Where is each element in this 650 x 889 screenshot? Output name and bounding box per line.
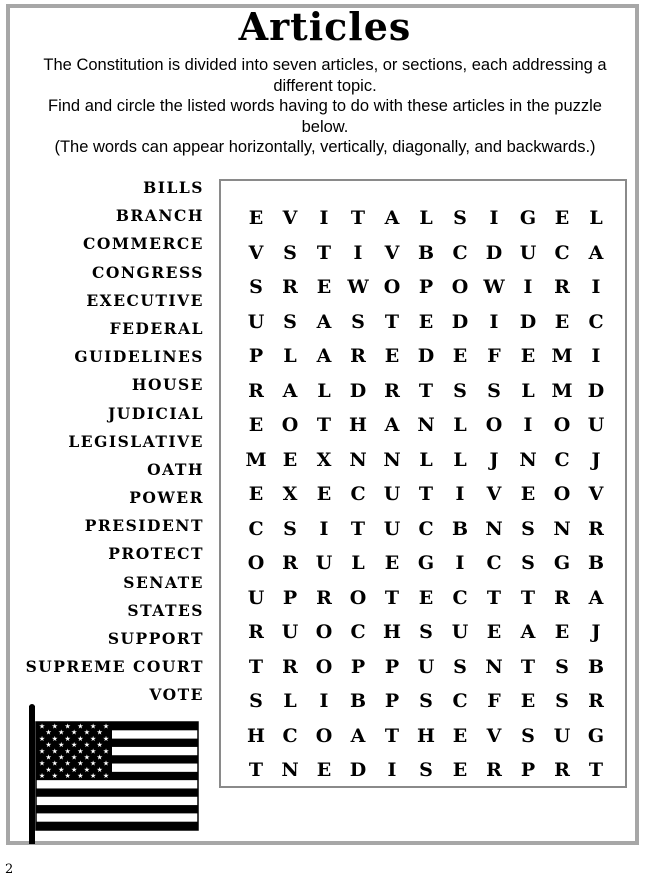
page-number: 2: [5, 862, 14, 877]
grid-letter[interactable]: W: [483, 276, 505, 298]
grid-letter[interactable]: T: [384, 724, 400, 747]
grid-letter[interactable]: E: [282, 448, 298, 471]
word-list: [20, 176, 204, 712]
grid-letter[interactable]: O: [281, 414, 299, 436]
grid-letter[interactable]: V: [588, 483, 604, 505]
grid-letter[interactable]: T: [384, 586, 400, 609]
grid-letter[interactable]: C: [452, 241, 468, 264]
svg-text:★: ★: [58, 765, 65, 774]
grid-letter[interactable]: S: [419, 621, 433, 643]
grid-letter[interactable]: X: [282, 483, 298, 505]
grid-letter[interactable]: E: [554, 621, 570, 643]
grid-letter[interactable]: I: [319, 690, 329, 712]
grid-letter[interactable]: C: [350, 483, 366, 505]
grid-letter[interactable]: O: [383, 276, 401, 298]
grid-letter[interactable]: O: [349, 586, 367, 609]
grid-letter[interactable]: R: [248, 379, 264, 402]
svg-text:★: ★: [38, 747, 46, 756]
svg-text:★: ★: [51, 734, 58, 743]
grid-letter[interactable]: N: [281, 759, 299, 781]
grid-letter[interactable]: I: [489, 310, 499, 333]
grid-letter[interactable]: P: [248, 345, 264, 367]
grid-letter[interactable]: D: [519, 310, 537, 333]
grid-letter[interactable]: N: [519, 448, 537, 471]
grid-letter[interactable]: B: [587, 552, 605, 574]
svg-text:★: ★: [90, 722, 97, 731]
grid-letter[interactable]: H: [383, 621, 401, 643]
grid-letter[interactable]: D: [587, 379, 605, 402]
grid-letter[interactable]: R: [282, 655, 298, 678]
grid-letter[interactable]: L: [317, 379, 331, 402]
grid-letter[interactable]: G: [553, 552, 571, 574]
american-flag-icon: [26, 704, 206, 844]
grid-letter[interactable]: C: [418, 517, 434, 540]
grid-letter[interactable]: A: [350, 724, 366, 747]
grid-letter[interactable]: N: [485, 655, 503, 678]
grid-letter[interactable]: U: [519, 241, 537, 264]
instructions-line-1: The Constitution is divided into seven articles, or sections, each addressing a different topic.: [43, 56, 607, 95]
grid-letter[interactable]: E: [418, 310, 434, 333]
grid-letter[interactable]: U: [383, 517, 401, 540]
svg-text:★: ★: [38, 722, 46, 731]
word-list-item: PROTECT: [108, 544, 204, 564]
grid-letter[interactable]: M: [551, 379, 573, 402]
grid-letter[interactable]: R: [248, 621, 264, 643]
grid-letter[interactable]: D: [451, 310, 469, 333]
grid-letter[interactable]: F: [487, 345, 501, 367]
grid-letter[interactable]: C: [554, 448, 570, 471]
grid-letter[interactable]: T: [520, 586, 536, 609]
grid-letter[interactable]: G: [417, 552, 435, 574]
svg-text:★: ★: [90, 747, 97, 756]
instructions-line-3: (The words can appear horizontally, vertically, diagonally, and backwards.): [54, 138, 596, 156]
grid-letter[interactable]: E: [316, 276, 332, 298]
grid-letter[interactable]: A: [384, 414, 400, 436]
grid-letter[interactable]: C: [486, 552, 502, 574]
grid-letter[interactable]: S: [419, 759, 433, 781]
grid-letter[interactable]: V: [282, 207, 298, 229]
grid-letter[interactable]: S: [521, 724, 535, 747]
grid-letter[interactable]: A: [588, 241, 604, 264]
instructions-line-2: Find and circle the listed words having to do with these articles in the puzzle below.: [48, 97, 602, 136]
svg-text:★: ★: [64, 759, 71, 768]
grid-letter[interactable]: I: [591, 345, 601, 367]
grid-letter[interactable]: E: [248, 414, 264, 436]
grid-letter[interactable]: A: [588, 586, 604, 609]
grid-letter[interactable]: J: [591, 621, 601, 643]
svg-text:★: ★: [83, 728, 91, 737]
grid-letter[interactable]: B: [587, 655, 605, 678]
grid-letter[interactable]: S: [453, 655, 467, 678]
svg-text:★: ★: [96, 753, 103, 762]
grid-letter[interactable]: P: [384, 690, 400, 712]
instructions: [30, 55, 620, 158]
grid-letter[interactable]: U: [247, 310, 265, 333]
grid-letter[interactable]: O: [247, 552, 265, 574]
word-search-puzzle: [219, 179, 627, 788]
svg-text:★: ★: [45, 765, 52, 774]
grid-letter[interactable]: T: [418, 483, 434, 505]
word-list-item: POWER: [129, 488, 204, 508]
grid-letter[interactable]: E: [248, 207, 264, 229]
grid-letter[interactable]: E: [384, 345, 400, 367]
svg-text:★: ★: [70, 728, 78, 737]
svg-text:★: ★: [64, 734, 71, 743]
letter-grid: [239, 201, 613, 788]
word-list-item: FEDERAL: [109, 318, 204, 338]
grid-letter[interactable]: E: [520, 690, 536, 712]
svg-text:★: ★: [45, 728, 52, 737]
grid-letter[interactable]: A: [520, 621, 536, 643]
svg-text:★: ★: [77, 772, 84, 781]
grid-letter[interactable]: E: [520, 345, 536, 367]
svg-text:★: ★: [90, 772, 97, 781]
word-list-item: SENATE: [123, 572, 204, 592]
grid-letter[interactable]: D: [349, 759, 367, 781]
grid-letter[interactable]: I: [387, 759, 397, 781]
grid-letter[interactable]: U: [383, 483, 401, 505]
svg-text:★: ★: [51, 772, 58, 781]
grid-letter[interactable]: R: [588, 517, 604, 540]
grid-letter[interactable]: V: [486, 483, 502, 505]
grid-letter[interactable]: C: [248, 517, 264, 540]
svg-text:★: ★: [96, 728, 103, 737]
grid-letter[interactable]: L: [453, 448, 467, 471]
grid-letter[interactable]: C: [588, 310, 604, 333]
grid-letter[interactable]: L: [589, 207, 603, 229]
grid-letter[interactable]: D: [417, 345, 435, 367]
word-list-item: BILLS: [143, 178, 204, 197]
svg-text:★: ★: [96, 741, 103, 750]
word-list-item: GUIDELINES: [74, 347, 204, 367]
grid-letter[interactable]: H: [247, 724, 265, 747]
grid-letter[interactable]: E: [316, 759, 332, 781]
grid-letter[interactable]: S: [521, 517, 535, 540]
grid-letter[interactable]: X: [316, 448, 332, 471]
grid-letter[interactable]: T: [520, 655, 536, 678]
grid-letter[interactable]: S: [521, 552, 535, 574]
grid-letter[interactable]: A: [316, 310, 332, 333]
grid-letter[interactable]: T: [486, 586, 502, 609]
grid-letter[interactable]: D: [349, 379, 367, 402]
svg-text:★: ★: [38, 759, 46, 768]
grid-letter[interactable]: I: [455, 552, 465, 574]
svg-text:★: ★: [70, 741, 78, 750]
grid-letter[interactable]: M: [551, 345, 573, 367]
grid-letter[interactable]: I: [319, 207, 329, 229]
grid-letter[interactable]: H: [417, 724, 435, 747]
grid-letter[interactable]: N: [417, 414, 435, 436]
grid-letter[interactable]: O: [553, 483, 571, 505]
grid-letter[interactable]: J: [591, 448, 601, 471]
svg-text:★: ★: [83, 753, 91, 762]
grid-letter[interactable]: T: [350, 207, 366, 229]
grid-letter[interactable]: I: [523, 414, 533, 436]
grid-letter[interactable]: G: [519, 207, 537, 229]
grid-letter[interactable]: R: [554, 276, 570, 298]
grid-letter[interactable]: E: [418, 586, 434, 609]
grid-letter[interactable]: E: [384, 552, 400, 574]
grid-letter[interactable]: D: [485, 241, 503, 264]
grid-letter[interactable]: O: [315, 724, 333, 747]
grid-letter[interactable]: P: [350, 655, 366, 678]
grid-letter[interactable]: R: [554, 759, 570, 781]
grid-letter[interactable]: L: [283, 690, 297, 712]
grid-letter[interactable]: E: [452, 759, 468, 781]
grid-letter[interactable]: C: [350, 621, 366, 643]
word-list-item: STATES: [127, 600, 204, 620]
svg-text:★: ★: [83, 741, 91, 750]
grid-letter[interactable]: T: [384, 310, 400, 333]
grid-letter[interactable]: T: [248, 759, 264, 781]
word-list-item: VOTE: [149, 685, 204, 705]
grid-letter[interactable]: N: [383, 448, 401, 471]
word-list-item: EXECUTIVE: [86, 290, 204, 310]
grid-letter[interactable]: S: [249, 690, 263, 712]
svg-text:★: ★: [77, 747, 84, 756]
grid-letter[interactable]: P: [384, 655, 400, 678]
svg-text:★: ★: [51, 759, 58, 768]
grid-letter[interactable]: N: [349, 448, 367, 471]
svg-text:★: ★: [38, 772, 46, 781]
grid-letter[interactable]: U: [587, 414, 605, 436]
grid-letter[interactable]: V: [384, 241, 400, 264]
grid-letter[interactable]: E: [316, 483, 332, 505]
grid-letter[interactable]: B: [451, 517, 469, 540]
grid-letter[interactable]: E: [554, 310, 570, 333]
grid-letter[interactable]: S: [249, 276, 263, 298]
grid-letter[interactable]: U: [247, 586, 265, 609]
grid-letter[interactable]: O: [451, 276, 469, 298]
svg-text:★: ★: [102, 722, 110, 731]
grid-letter[interactable]: A: [384, 207, 400, 229]
svg-text:★: ★: [51, 722, 58, 731]
grid-letter[interactable]: P: [520, 759, 536, 781]
grid-letter[interactable]: C: [282, 724, 298, 747]
grid-letter[interactable]: O: [315, 621, 333, 643]
svg-text:★: ★: [77, 722, 84, 731]
grid-letter[interactable]: A: [282, 379, 298, 402]
word-list-item: OATH: [147, 459, 204, 479]
grid-letter[interactable]: I: [489, 207, 499, 229]
svg-text:★: ★: [102, 734, 110, 743]
grid-letter[interactable]: S: [453, 207, 467, 229]
grid-letter[interactable]: U: [417, 655, 435, 678]
grid-letter[interactable]: G: [587, 724, 605, 747]
grid-letter[interactable]: U: [281, 621, 299, 643]
svg-text:★: ★: [45, 741, 52, 750]
svg-text:★: ★: [83, 765, 91, 774]
grid-letter[interactable]: P: [282, 586, 298, 609]
svg-text:★: ★: [90, 759, 97, 768]
grid-letter[interactable]: W: [347, 276, 369, 298]
grid-letter[interactable]: T: [418, 379, 434, 402]
grid-letter[interactable]: E: [486, 621, 502, 643]
grid-letter[interactable]: I: [591, 276, 601, 298]
grid-letter[interactable]: R: [486, 759, 502, 781]
svg-text:★: ★: [45, 753, 52, 762]
grid-letter[interactable]: F: [487, 690, 501, 712]
grid-letter[interactable]: I: [455, 483, 465, 505]
grid-letter[interactable]: E: [520, 483, 536, 505]
word-list-item: SUPPORT: [107, 629, 204, 648]
grid-letter[interactable]: B: [349, 690, 367, 712]
grid-letter[interactable]: J: [489, 448, 499, 471]
grid-letter[interactable]: S: [283, 310, 297, 333]
svg-text:★: ★: [64, 772, 71, 781]
svg-text:★: ★: [64, 747, 71, 756]
word-list-item: BRANCH: [115, 206, 204, 226]
grid-letter[interactable]: O: [315, 655, 333, 678]
svg-text:★: ★: [96, 765, 103, 774]
word-list-item: COMMERCE: [83, 234, 204, 254]
grid-letter[interactable]: O: [553, 414, 571, 436]
grid-letter[interactable]: P: [418, 276, 434, 298]
grid-letter[interactable]: R: [316, 586, 332, 609]
word-list-item: HOUSE: [131, 375, 204, 395]
page-title: Articles: [238, 4, 412, 49]
svg-text:★: ★: [102, 772, 110, 781]
grid-letter[interactable]: I: [523, 276, 533, 298]
svg-text:★: ★: [58, 728, 65, 737]
svg-text:★: ★: [77, 759, 84, 768]
grid-letter[interactable]: R: [554, 586, 570, 609]
svg-text:★: ★: [90, 734, 97, 743]
grid-letter[interactable]: M: [245, 448, 267, 471]
grid-letter[interactable]: T: [350, 517, 366, 540]
svg-text:★: ★: [64, 722, 71, 731]
word-list-item: LEGISLATIVE: [68, 431, 204, 451]
grid-letter[interactable]: T: [588, 759, 604, 781]
grid-letter[interactable]: S: [555, 690, 569, 712]
grid-letter[interactable]: E: [452, 724, 468, 747]
grid-letter[interactable]: S: [453, 379, 467, 402]
grid-letter[interactable]: R: [282, 276, 298, 298]
grid-letter[interactable]: H: [349, 414, 367, 436]
grid-letter[interactable]: L: [283, 345, 297, 367]
grid-letter[interactable]: R: [282, 552, 298, 574]
grid-letter[interactable]: T: [248, 655, 264, 678]
grid-letter[interactable]: C: [452, 690, 468, 712]
grid-letter[interactable]: V: [486, 724, 502, 747]
grid-letter[interactable]: C: [554, 241, 570, 264]
svg-text:★: ★: [102, 759, 110, 768]
grid-letter[interactable]: T: [316, 241, 332, 264]
grid-letter[interactable]: S: [555, 655, 569, 678]
grid-letter[interactable]: U: [315, 552, 333, 574]
svg-text:★: ★: [70, 753, 78, 762]
grid-letter[interactable]: V: [248, 241, 264, 264]
grid-letter[interactable]: L: [351, 552, 365, 574]
grid-letter[interactable]: L: [521, 379, 535, 402]
grid-letter[interactable]: A: [316, 345, 332, 367]
word-list-item: SUPREME COURT: [25, 657, 204, 677]
grid-letter[interactable]: R: [384, 379, 400, 402]
grid-letter[interactable]: U: [451, 621, 469, 643]
grid-letter[interactable]: R: [350, 345, 366, 367]
grid-letter[interactable]: O: [485, 414, 503, 436]
grid-letter[interactable]: I: [319, 517, 329, 540]
grid-letter[interactable]: E: [248, 483, 264, 505]
grid-letter[interactable]: L: [453, 414, 467, 436]
grid-letter[interactable]: S: [283, 241, 297, 264]
svg-text:★: ★: [70, 765, 78, 774]
word-list-item: CONGRESS: [92, 262, 204, 282]
grid-letter[interactable]: U: [553, 724, 571, 747]
svg-text:★: ★: [58, 741, 65, 750]
grid-letter[interactable]: S: [283, 517, 297, 540]
grid-letter[interactable]: N: [553, 517, 571, 540]
grid-letter[interactable]: N: [485, 517, 503, 540]
grid-letter[interactable]: R: [588, 690, 604, 712]
svg-text:★: ★: [77, 734, 84, 743]
grid-letter[interactable]: S: [487, 379, 501, 402]
word-list-item: JUDICIAL: [107, 403, 204, 423]
svg-text:★: ★: [38, 734, 46, 743]
grid-letter[interactable]: S: [351, 310, 365, 333]
svg-text:★: ★: [51, 747, 58, 756]
grid-letter[interactable]: S: [419, 690, 433, 712]
grid-letter[interactable]: E: [554, 207, 570, 229]
grid-letter[interactable]: L: [419, 207, 433, 229]
grid-letter[interactable]: I: [353, 241, 363, 264]
grid-letter[interactable]: E: [452, 345, 468, 367]
svg-text:★: ★: [102, 747, 110, 756]
grid-letter[interactable]: L: [419, 448, 433, 471]
grid-letter[interactable]: T: [316, 414, 332, 436]
svg-text:★: ★: [58, 753, 65, 762]
grid-letter[interactable]: C: [452, 586, 468, 609]
word-list-item: PRESIDENT: [84, 516, 204, 536]
grid-letter[interactable]: B: [417, 241, 435, 264]
